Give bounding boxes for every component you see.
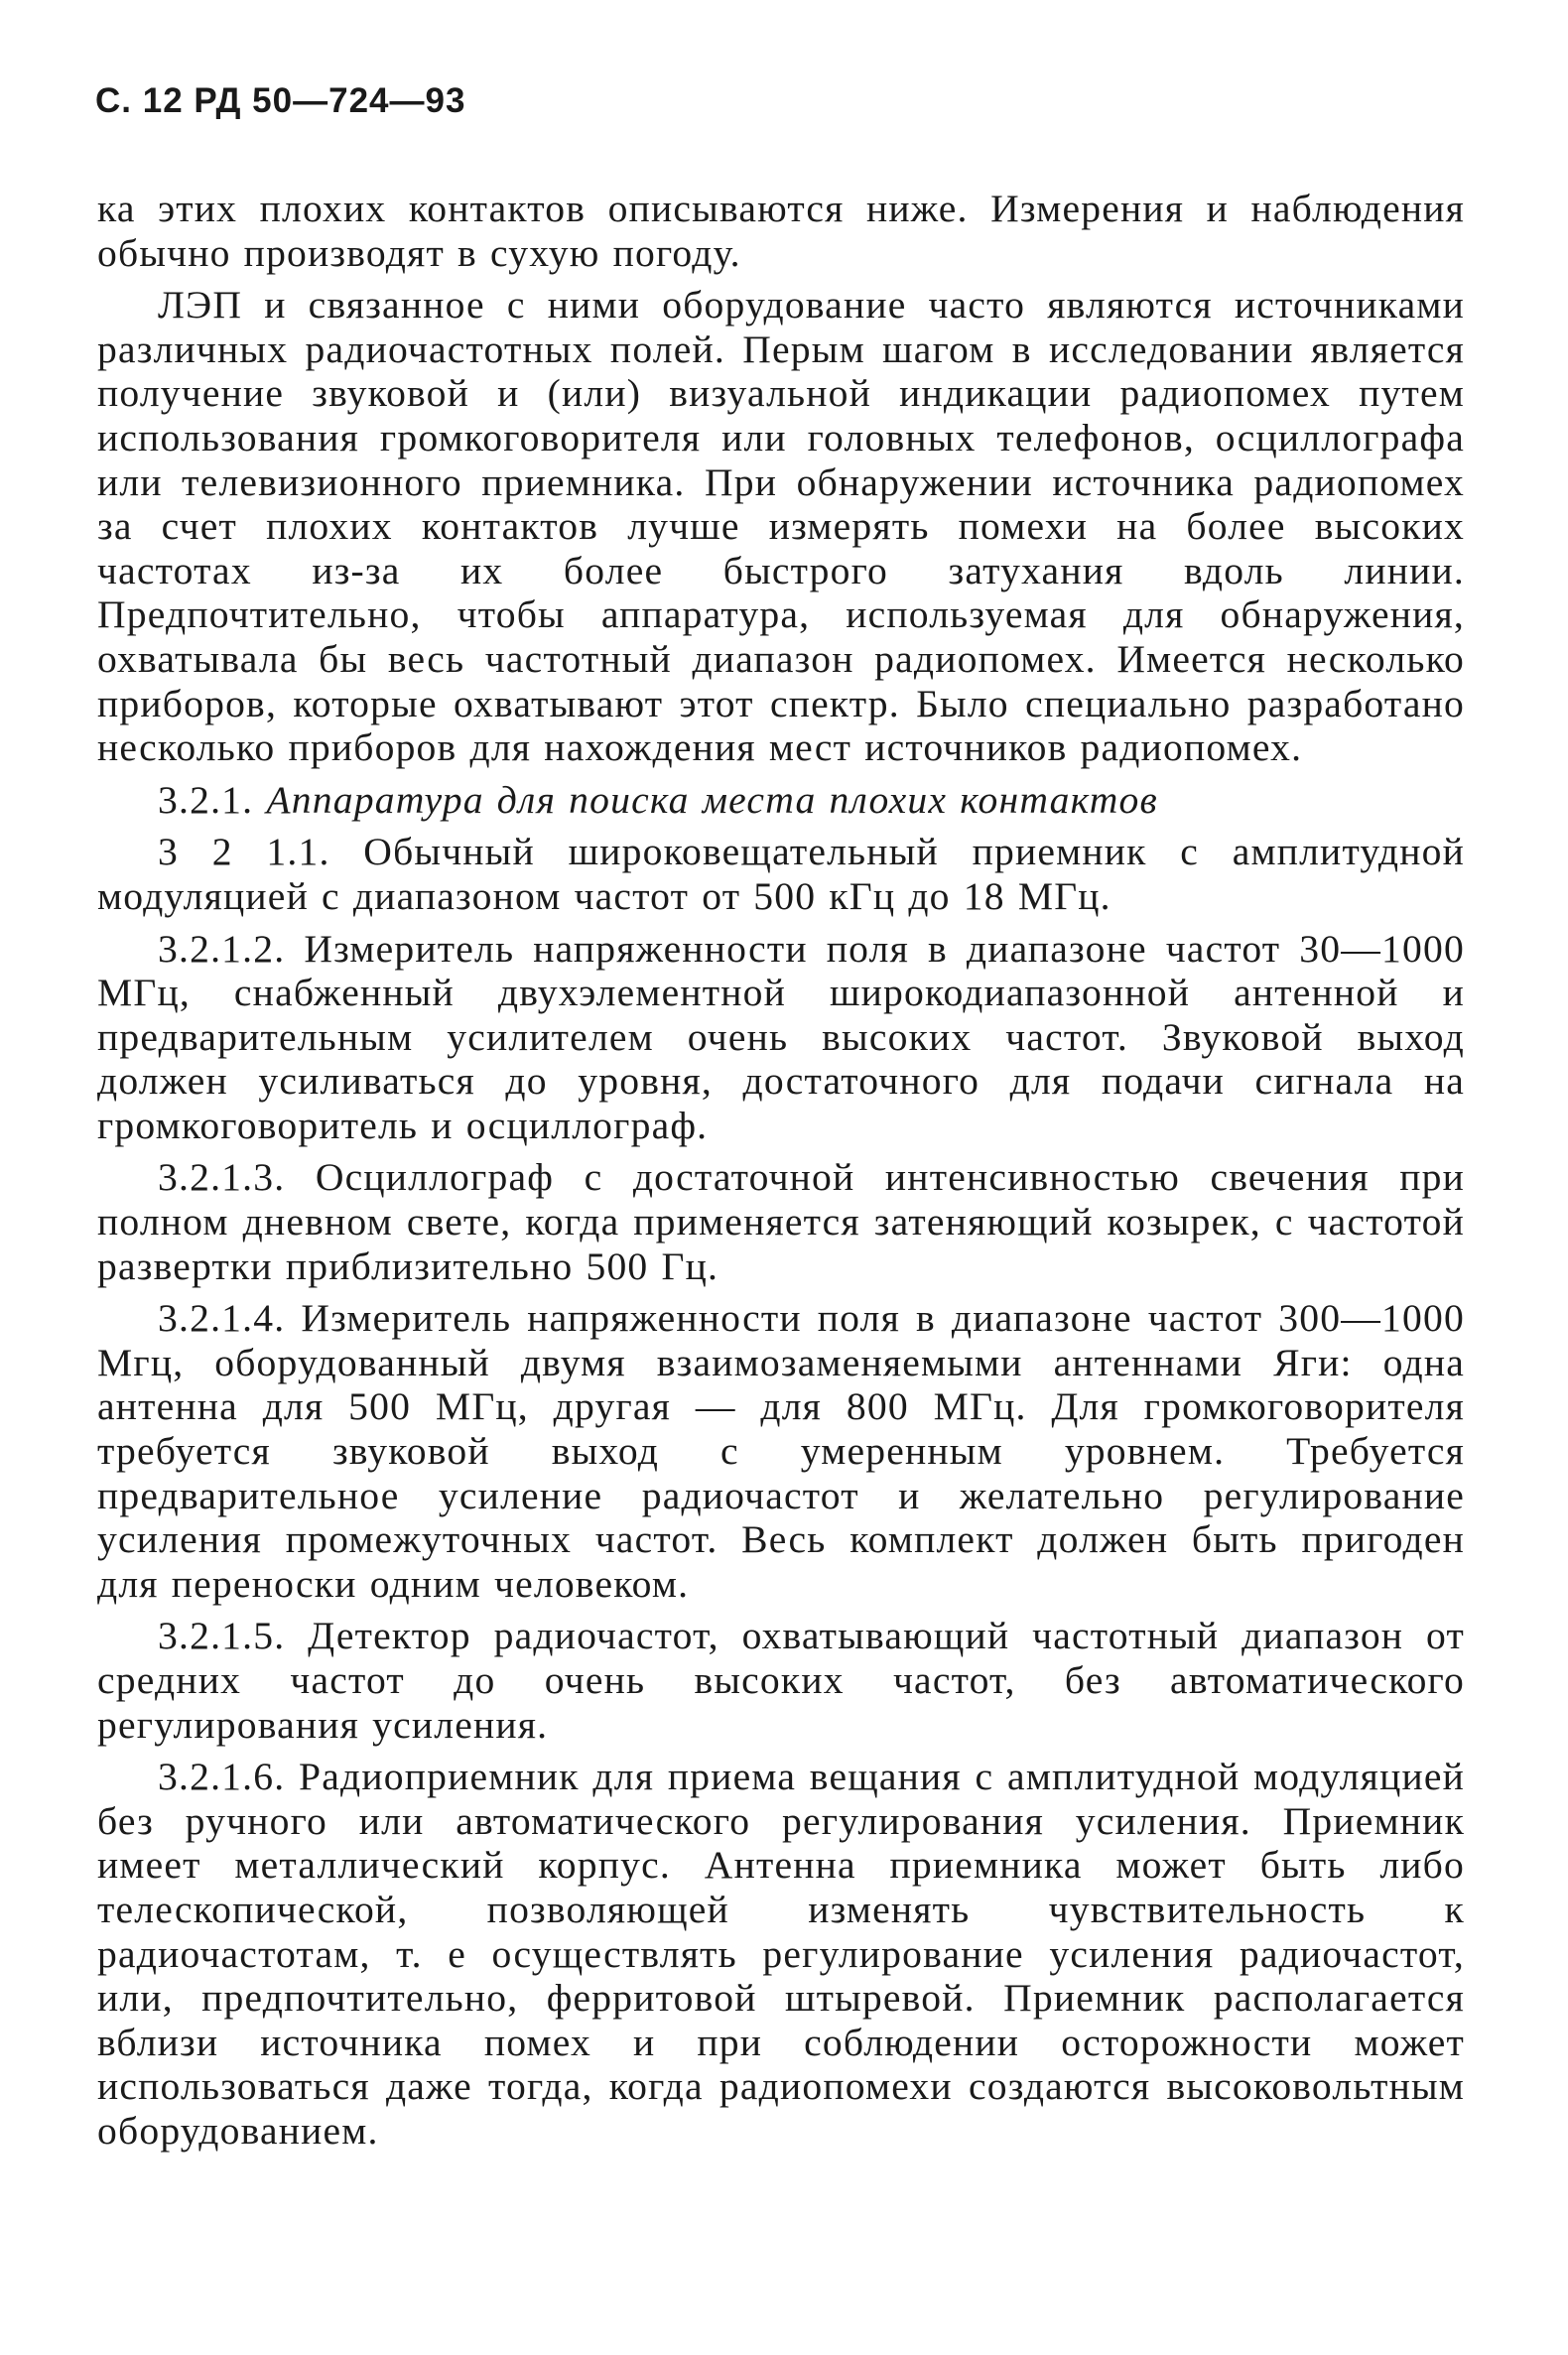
section-heading xyxy=(97,778,1465,823)
paragraph-intro: ЛЭП и связанное с ними оборудование часто являются источниками различных радиочастотных полей. Перым шагом в исследовании является получение звуковой и (или) визуальной индикации радиопомех путем использования громкоговорителя или головных телефонов, осциллографа или телевизионного приемника. При обнаружении источника радиопомех за счет плохих контактов лучше измерять помехи на более высоких частотах из-за их более быстрого затухания вдоль линии. Предпочтительно, чтобы аппаратура, используемая для обнаружения, охватывала бы весь частотный диапазон радиопомех. Имеется несколько приборов, которые охватывают этот спектр. Было специально разработано несколько приборов для нахождения мест источников радиопомех. xyxy=(97,283,1465,770)
item-3-2-1-4: 3.2.1.4. Измеритель напряженности поля в диапазоне частот 300—1000 Мгц, оборудованный двумя взаимозаменяемыми антеннами Яги: одна антенна для 500 МГц, другая — для 800 МГц. Для громкоговорителя требуется звуковой выход с умеренным уровнем. Требуется предварительное усиление радиочастот и желательно регулирование усиления промежуточных частот. Весь комплект должен быть пригоден для переноски одним человеком. xyxy=(97,1296,1465,1606)
paragraph-continuation: ка этих плохих контактов описываются ниже. Измерения и наблюдения обычно производят в сухую погоду. xyxy=(97,187,1465,275)
item-3-2-1-1: 3 2 1.1. Обычный широковещательный приемник с амплитудной модуляцией с диапазоном частот от 500 кГц до 18 МГц. xyxy=(97,830,1465,918)
item-3-2-1-5: 3.2.1.5. Детектор радиочастот, охватывающий частотный диапазон от средних частот до очень высоких частот, без автоматического регулирования усиления. xyxy=(97,1614,1465,1747)
item-3-2-1-6: 3.2.1.6. Радиоприемник для приема вещания с амплитудной модуляцией без ручного или автоматического регулирования усиления. Приемник имеет металлический корпус. Антенна приемника может быть либо телескопической, позволяющей изменять чувствительность к радиочастотам, т. е осуществлять регулирование усиления радиочастот, или, предпочтительно, ферритовой штыревой. Приемник располагается вблизи источника помех и при соблюдении осторожности может использоваться даже тогда, когда радиопомехи создаются высоковольтным оборудованием. xyxy=(97,1755,1465,2153)
body-text xyxy=(97,187,1465,2161)
section-number: 3.2.1. xyxy=(158,777,254,822)
item-3-2-1-2: 3.2.1.2. Измеритель напряженности поля в диапазоне частот 30—1000 МГц, снабженный двухэлементной широкодиапазонной антенной и предварительным усилителем очень высоких частот. Звуковой выход должен усиливаться до уровня, достаточного для подачи сигнала на громкоговоритель и осциллограф. xyxy=(97,926,1465,1147)
page-header: С. 12 РД 50—724—93 xyxy=(95,81,466,120)
section-title: Аппаратура для поиска места плохих контактов xyxy=(266,777,1158,822)
item-3-2-1-3: 3.2.1.3. Осциллограф с достаточной интенсивностью свечения при полном дневном свете, когда применяется затеняющий козырек, с частотой развертки приблизительно 500 Гц. xyxy=(97,1155,1465,1288)
